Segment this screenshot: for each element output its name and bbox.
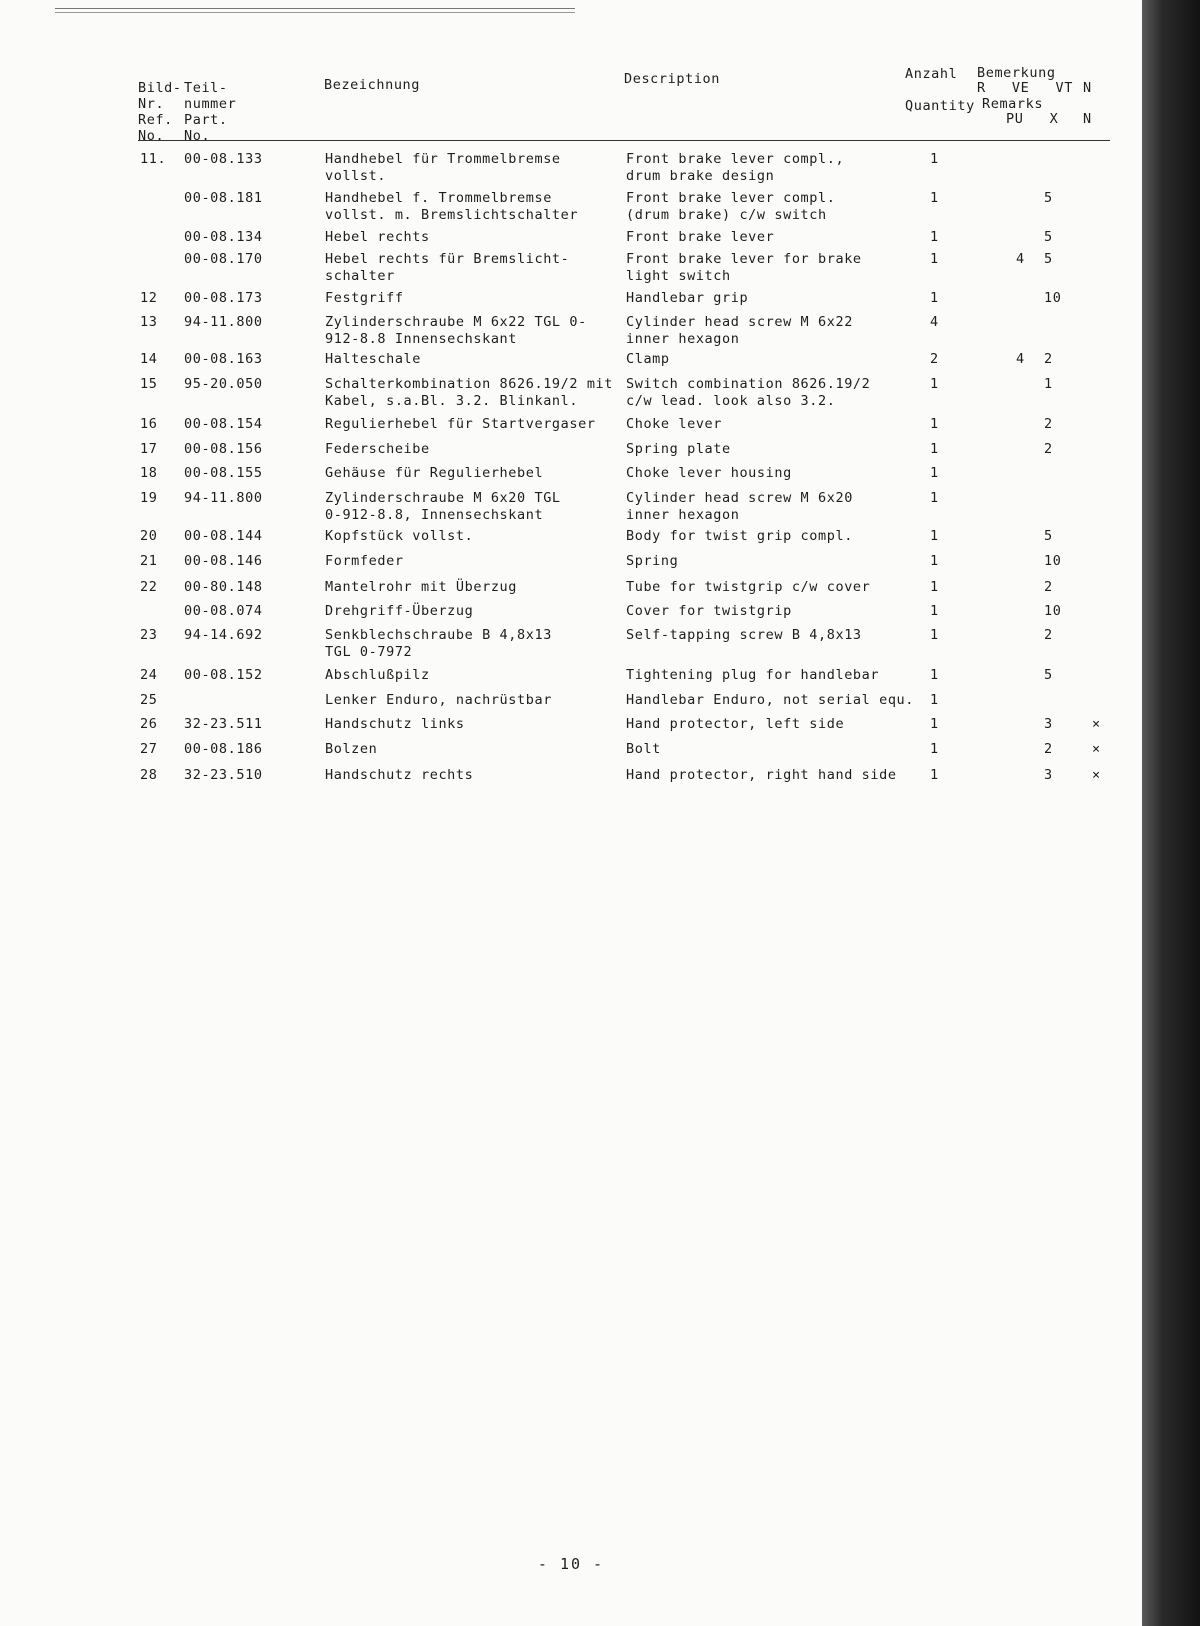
english-name-cell: Handlebar grip — [626, 290, 749, 306]
remark-ve-cell: 5 — [1044, 528, 1053, 544]
quantity-cell: 1 — [930, 251, 939, 267]
remark-ve-cell: 1 — [1044, 376, 1053, 392]
remark-ve-cell: 2 — [1044, 351, 1053, 367]
remark-r-cell: 4 — [1016, 251, 1025, 267]
german-name-cont-cell: vollst. — [325, 168, 387, 184]
english-name-cell: Handlebar Enduro, not serial equ. — [626, 692, 915, 708]
german-name-cell: Hebel rechts — [325, 229, 430, 245]
part-no-cell: 94-11.800 — [184, 490, 263, 506]
english-name-cell: Choke lever — [626, 416, 723, 432]
english-name-cont-cell: light switch — [626, 268, 731, 284]
english-name-cell: Clamp — [626, 351, 670, 367]
english-name-cell: Front brake lever — [626, 229, 775, 245]
english-name-cell: Cylinder head screw M 6x20 — [626, 490, 853, 506]
german-name-cell: Hebel rechts für Bremslicht- — [325, 251, 570, 267]
german-name-cell: Senkblechschraube B 4,8x13 — [325, 627, 552, 643]
remark-ve-cell: 2 — [1044, 416, 1053, 432]
german-name-cell: Schalterkombination 8626.19/2 mit — [325, 376, 614, 392]
english-name-cell: Hand protector, left side — [626, 716, 845, 732]
remark-ve-cell: 2 — [1044, 441, 1053, 457]
quantity-cell: 1 — [930, 229, 939, 245]
quantity-cell: 1 — [930, 290, 939, 306]
ref-no-cell: 23 — [140, 627, 158, 643]
header-part-1: Teil- — [184, 80, 228, 96]
header-part-3: Part. — [184, 112, 228, 128]
quantity-cell: 1 — [930, 741, 939, 757]
german-name-cell: Zylinderschraube M 6x22 TGL 0- — [325, 314, 587, 330]
quantity-cell: 1 — [930, 603, 939, 619]
english-name-cell: Spring plate — [626, 441, 731, 457]
ref-no-cell: 22 — [140, 579, 158, 595]
german-name-cont-cell: TGL 0-7972 — [325, 644, 413, 660]
german-name-cell: Zylinderschraube M 6x20 TGL — [325, 490, 561, 506]
header-ref-1: Bild- — [138, 80, 182, 96]
english-name-cell: Cylinder head screw M 6x22 — [626, 314, 853, 330]
quantity-cell: 1 — [930, 465, 939, 481]
remark-r-cell: 4 — [1016, 351, 1025, 367]
ref-no-cell: 16 — [140, 416, 158, 432]
part-no-cell: 00-08.146 — [184, 553, 263, 569]
remark-ve-cell: 5 — [1044, 251, 1053, 267]
english-name-cell: Spring — [626, 553, 679, 569]
part-no-cell: 00-80.148 — [184, 579, 263, 595]
remark-ve-cell: 3 — [1044, 716, 1053, 732]
english-name-cell: Front brake lever compl., — [626, 151, 845, 167]
ref-no-cell: 11. — [140, 151, 167, 167]
english-name-cell: Hand protector, right hand side — [626, 767, 897, 783]
remark-ve-cell: 5 — [1044, 190, 1053, 206]
header-part-2: nummer — [184, 96, 237, 112]
german-name-cont-cell: schalter — [325, 268, 395, 284]
ref-no-cell: 18 — [140, 465, 158, 481]
german-name-cell: Handhebel f. Trommelbremse — [325, 190, 552, 206]
quantity-cell: 1 — [930, 490, 939, 506]
quantity-cell: 1 — [930, 667, 939, 683]
part-no-cell: 00-08.170 — [184, 251, 263, 267]
german-name-cell: Mantelrohr mit Überzug — [325, 579, 518, 595]
german-name-cell: Festgriff — [325, 290, 404, 306]
remark-n-cell: × — [1092, 741, 1101, 757]
part-no-cell: 00-08.173 — [184, 290, 263, 306]
german-name-cont-cell: vollst. m. Bremslichtschalter — [325, 207, 579, 223]
ref-no-cell: 13 — [140, 314, 158, 330]
quantity-cell: 1 — [930, 716, 939, 732]
german-name-cell: Kopfstück vollst. — [325, 528, 474, 544]
header-ref-2: Nr. — [138, 96, 165, 112]
part-no-cell: 00-08.152 — [184, 667, 263, 683]
part-no-cell: 00-08.163 — [184, 351, 263, 367]
part-no-cell: 00-08.144 — [184, 528, 263, 544]
english-name-cell: Switch combination 8626.19/2 — [626, 376, 871, 392]
ref-no-cell: 26 — [140, 716, 158, 732]
remark-ve-cell: 2 — [1044, 741, 1053, 757]
quantity-cell: 1 — [930, 416, 939, 432]
header-ref-3: Ref. — [138, 112, 173, 128]
english-name-cell: Tightening plug for handlebar — [626, 667, 880, 683]
part-no-cell: 00-08.186 — [184, 741, 263, 757]
ref-no-cell: 28 — [140, 767, 158, 783]
english-name-cont-cell: drum brake design — [626, 168, 775, 184]
part-no-cell: 95-20.050 — [184, 376, 263, 392]
remark-ve-cell: 5 — [1044, 667, 1053, 683]
german-name-cont-cell: 0-912-8.8, Innensechskant — [325, 507, 544, 523]
german-name-cont-cell: Kabel, s.a.Bl. 3.2. Blinkanl. — [325, 393, 579, 409]
remark-ve-cell: 3 — [1044, 767, 1053, 783]
remark-ve-cell: 2 — [1044, 579, 1053, 595]
header-remarks: Remarks — [982, 96, 1044, 112]
german-name-cell: Formfeder — [325, 553, 404, 569]
page-number: - 10 - — [537, 1555, 605, 1573]
part-no-cell: 94-11.800 — [184, 314, 263, 330]
ref-no-cell: 21 — [140, 553, 158, 569]
english-name-cell: Tube for twistgrip c/w cover — [626, 579, 871, 595]
part-no-cell: 00-08.074 — [184, 603, 263, 619]
english-name-cont-cell: inner hexagon — [626, 507, 740, 523]
german-name-cell: Handschutz rechts — [325, 767, 474, 783]
english-name-cell: Bolt — [626, 741, 661, 757]
german-name-cell: Handhebel für Trommelbremse — [325, 151, 561, 167]
remark-ve-cell: 5 — [1044, 229, 1053, 245]
english-name-cell: Self-tapping screw B 4,8x13 — [626, 627, 862, 643]
german-name-cell: Lenker Enduro, nachrüstbar — [325, 692, 552, 708]
quantity-cell: 1 — [930, 376, 939, 392]
quantity-cell: 1 — [930, 579, 939, 595]
english-name-cell: Front brake lever for brake — [626, 251, 862, 267]
ref-no-cell: 12 — [140, 290, 158, 306]
ref-no-cell: 25 — [140, 692, 158, 708]
top-edge-rule — [55, 8, 575, 13]
header-quantity: Quantity — [905, 98, 975, 114]
ref-no-cell: 20 — [140, 528, 158, 544]
remark-n-cell: × — [1092, 716, 1101, 732]
remark-ve-cell: 10 — [1044, 553, 1062, 569]
header-rule — [138, 140, 1110, 141]
part-no-cell: 32-23.511 — [184, 716, 263, 732]
part-no-cell: 32-23.510 — [184, 767, 263, 783]
quantity-cell: 1 — [930, 441, 939, 457]
part-no-cell: 94-14.692 — [184, 627, 263, 643]
quantity-cell: 1 — [930, 692, 939, 708]
header-bezeichnung: Bezeichnung — [324, 77, 421, 93]
header-codes-top: R VE VT — [977, 80, 1074, 96]
part-no-cell: 00-08.133 — [184, 151, 263, 167]
part-no-cell: 00-08.155 — [184, 465, 263, 481]
english-name-cell: Cover for twistgrip — [626, 603, 792, 619]
remark-ve-cell: 10 — [1044, 603, 1062, 619]
header-bemerkung: Bemerkung — [977, 65, 1056, 81]
german-name-cell: Bolzen — [325, 741, 378, 757]
header-n-top: N — [1083, 80, 1092, 96]
ref-no-cell: 17 — [140, 441, 158, 457]
header-n-bottom: N — [1083, 111, 1092, 127]
german-name-cell: Federscheibe — [325, 441, 430, 457]
header-codes-bottom: PU X — [1006, 111, 1059, 127]
quantity-cell: 1 — [930, 627, 939, 643]
german-name-cell: Regulierhebel für Startvergaser — [325, 416, 596, 432]
ref-no-cell: 14 — [140, 351, 158, 367]
header-ref-4: No. — [138, 128, 165, 144]
quantity-cell: 1 — [930, 528, 939, 544]
remark-ve-cell: 10 — [1044, 290, 1062, 306]
part-no-cell: 00-08.156 — [184, 441, 263, 457]
part-no-cell: 00-08.154 — [184, 416, 263, 432]
quantity-cell: 1 — [930, 553, 939, 569]
scan-edge-shadow — [1142, 0, 1200, 1626]
german-name-cell: Drehgriff-Überzug — [325, 603, 474, 619]
german-name-cell: Halteschale — [325, 351, 422, 367]
german-name-cell: Handschutz links — [325, 716, 465, 732]
english-name-cell: Choke lever housing — [626, 465, 792, 481]
remark-n-cell: × — [1092, 767, 1101, 783]
english-name-cell: Body for twist grip compl. — [626, 528, 853, 544]
header-description: Description — [624, 71, 721, 87]
english-name-cont-cell: (drum brake) c/w switch — [626, 207, 827, 223]
header-anzahl: Anzahl — [905, 66, 958, 82]
german-name-cell: Gehäuse für Regulierhebel — [325, 465, 544, 481]
english-name-cell: Front brake lever compl. — [626, 190, 836, 206]
ref-no-cell: 27 — [140, 741, 158, 757]
german-name-cont-cell: 912-8.8 Innensechskant — [325, 331, 518, 347]
part-no-cell: 00-08.134 — [184, 229, 263, 245]
remark-ve-cell: 2 — [1044, 627, 1053, 643]
ref-no-cell: 19 — [140, 490, 158, 506]
header-part-4: No. — [184, 128, 211, 144]
english-name-cont-cell: c/w lead. look also 3.2. — [626, 393, 836, 409]
german-name-cell: Abschlußpilz — [325, 667, 430, 683]
english-name-cont-cell: inner hexagon — [626, 331, 740, 347]
quantity-cell: 2 — [930, 351, 939, 367]
ref-no-cell: 15 — [140, 376, 158, 392]
quantity-cell: 1 — [930, 151, 939, 167]
quantity-cell: 1 — [930, 190, 939, 206]
part-no-cell: 00-08.181 — [184, 190, 263, 206]
quantity-cell: 4 — [930, 314, 939, 330]
quantity-cell: 1 — [930, 767, 939, 783]
ref-no-cell: 24 — [140, 667, 158, 683]
